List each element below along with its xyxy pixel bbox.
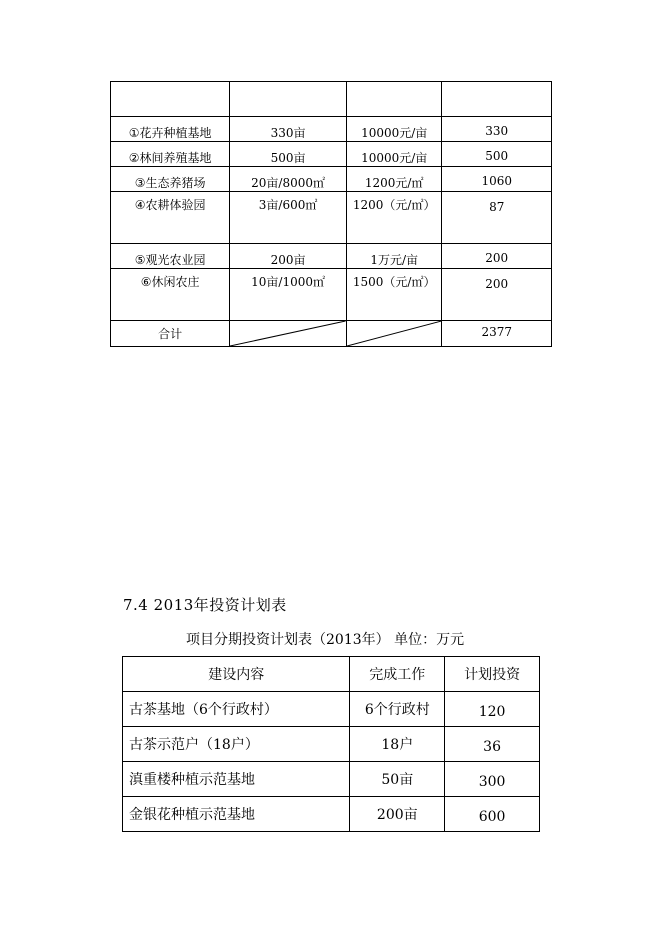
diagonal-line <box>230 321 346 346</box>
table-title: 项目分期投资计划表（2013年） 单位：万元 <box>186 632 465 648</box>
header-invest: 计划投资 <box>445 657 540 692</box>
row-name: ②林间养殖基地 <box>111 142 230 167</box>
table-row <box>123 692 540 727</box>
table-cell <box>346 82 442 117</box>
row-invest: 1060 <box>442 167 552 192</box>
row-work: 6个行政村 <box>350 692 445 727</box>
total-value: 2377 <box>442 321 552 347</box>
table-row <box>111 117 552 142</box>
table-header-row <box>111 82 552 117</box>
row-scale: 20亩/8000㎡ <box>230 167 347 192</box>
row-name: ④农耕体验园 <box>111 192 230 244</box>
row-invest: 200 <box>442 269 552 321</box>
table-row <box>111 244 552 269</box>
section-heading: 7.4 2013年投资计划表 <box>123 596 287 614</box>
row-name: ⑥休闲农庄 <box>111 269 230 321</box>
header-work: 完成工作 <box>350 657 445 692</box>
row-scale: 500亩 <box>230 142 347 167</box>
table-cell <box>230 82 347 117</box>
row-work: 18户 <box>350 727 445 762</box>
row-invest: 500 <box>442 142 552 167</box>
row-invest: 36 <box>445 727 540 762</box>
total-label: 合计 <box>111 321 230 347</box>
table-header-row <box>123 657 540 692</box>
row-work: 50亩 <box>350 762 445 797</box>
table-row <box>123 762 540 797</box>
row-invest: 330 <box>442 117 552 142</box>
table-total-row <box>111 321 552 347</box>
row-content: 滇重楼种植示范基地 <box>123 762 350 797</box>
row-work: 200亩 <box>350 797 445 832</box>
row-name: ①花卉种植基地 <box>111 117 230 142</box>
row-price: 1500（元/㎡） <box>346 269 442 321</box>
table-row <box>111 142 552 167</box>
row-name: ③生态养猪场 <box>111 167 230 192</box>
table-row <box>123 797 540 832</box>
row-price: 10000元/亩 <box>346 117 442 142</box>
row-scale: 330亩 <box>230 117 347 142</box>
row-content: 金银花种植示范基地 <box>123 797 350 832</box>
investment-plan-table-2013 <box>122 656 540 832</box>
row-scale: 10亩/1000㎡ <box>230 269 347 321</box>
header-content: 建设内容 <box>123 657 350 692</box>
row-invest: 200 <box>442 244 552 269</box>
table-row <box>123 727 540 762</box>
row-invest: 300 <box>445 762 540 797</box>
table-row <box>111 167 552 192</box>
row-scale: 200亩 <box>230 244 347 269</box>
row-price: 1200元/㎡ <box>346 167 442 192</box>
table-cell <box>442 82 552 117</box>
row-invest: 87 <box>442 192 552 244</box>
row-price: 1万元/亩 <box>346 244 442 269</box>
table-row <box>111 269 552 321</box>
row-price: 10000元/亩 <box>346 142 442 167</box>
diagonal-cell <box>346 321 442 347</box>
diagonal-line <box>347 321 442 346</box>
row-invest: 120 <box>445 692 540 727</box>
row-content: 古茶示范户（18户） <box>123 727 350 762</box>
row-price: 1200（元/㎡） <box>346 192 442 244</box>
row-invest: 600 <box>445 797 540 832</box>
table-row <box>111 192 552 244</box>
row-scale: 3亩/600㎡ <box>230 192 347 244</box>
table-cell <box>111 82 230 117</box>
investment-table-1 <box>110 81 552 347</box>
row-content: 古茶基地（6个行政村） <box>123 692 350 727</box>
row-name: ⑤观光农业园 <box>111 244 230 269</box>
diagonal-cell <box>230 321 347 347</box>
